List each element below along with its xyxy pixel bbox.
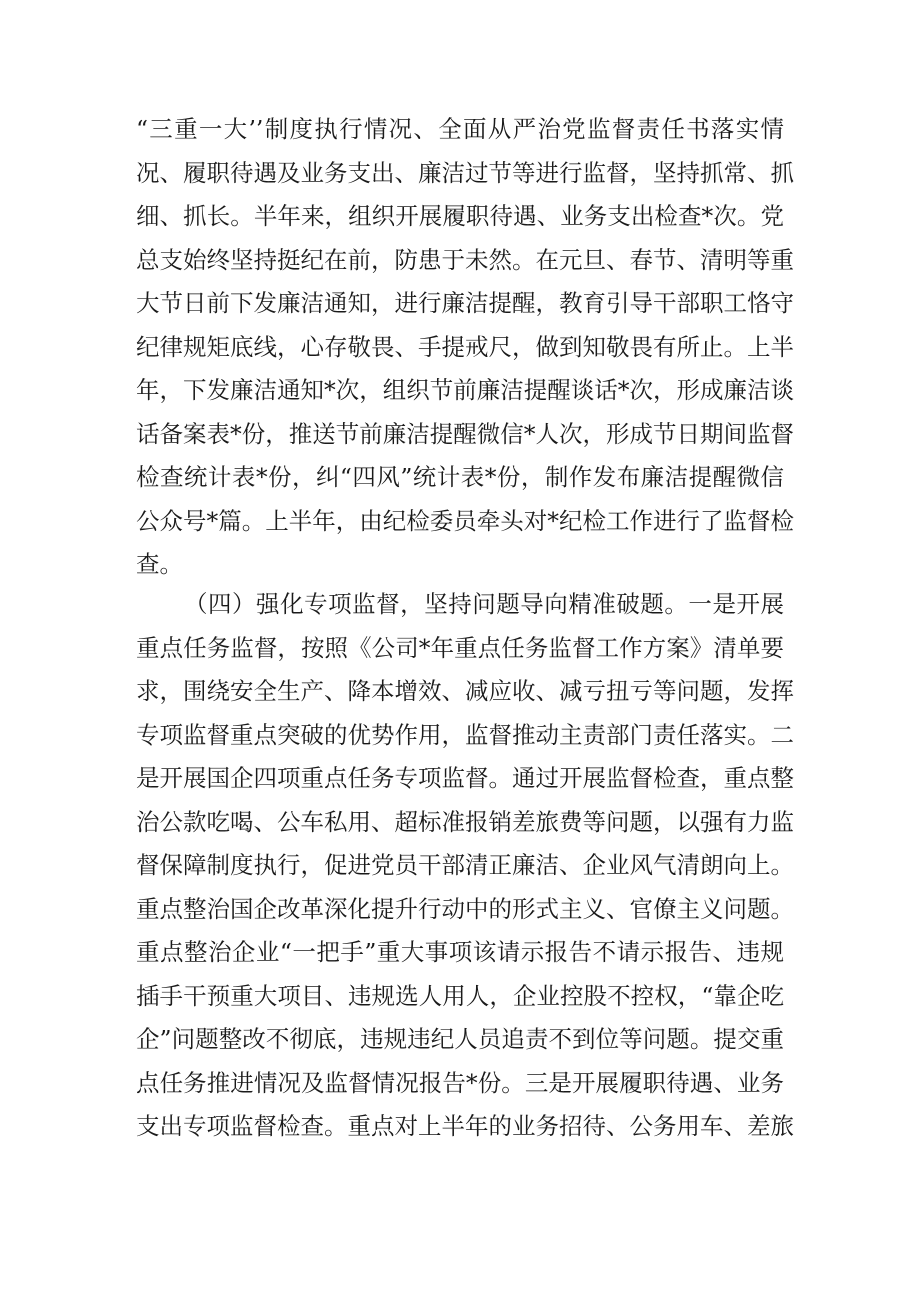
text-line: 大节日前下发廉洁通知，进行廉洁提醒，教育引导干部职工恪守 — [136, 289, 794, 317]
text-line: 点任务推进情况及监督情况报告*份。三是开展履职待遇、业务 — [136, 1068, 784, 1097]
text-line: 重点整治企业“一把手”重大事项该请示报告不请示报告、违规 — [136, 938, 784, 966]
text-line: 查。 — [136, 550, 183, 578]
text-line: 求，围绕安全生产、降本增效、减应收、减亏扭亏等问题，发挥 — [136, 677, 794, 705]
text-line: 细、抓长。半年来，组织开展履职待遇、业务支出检查*次。党 — [136, 202, 784, 230]
text-line: 重点任务监督，按照《公司*年重点任务监督工作方案》清单要 — [136, 633, 784, 662]
text-line: 总支始终坚持挺纪在前，防患于未然。在元旦、春节、清明等重 — [136, 245, 794, 274]
text-line: 况、履职待遇及业务支出、廉洁过节等进行监督，坚持抓常、抓 — [136, 158, 794, 187]
text-line: 重点整治国企改革深化提升行动中的形式主义、官僚主义问题。 — [136, 894, 794, 923]
text-line: “三重一大’’制度执行情况、全面从严治党监督责任书落实情 — [136, 115, 784, 143]
text-line: 督保障制度执行，促进党员干部清正廉洁、企业风气清朗向上。 — [136, 851, 794, 879]
paragraph-special-supervision — [136, 583, 794, 1149]
section-heading-line: （四）强化专项监督，坚持问题导向精准破题。一是开展 — [184, 590, 784, 618]
text-line: 支出专项监督检查。重点对上半年的业务招待、公务用车、差旅 — [136, 1112, 794, 1140]
text-line: 专项监督重点突破的优势作用，监督推动主责部门责任落实。二 — [136, 720, 794, 749]
text-line: 检查统计表*份，纠“四风”统计表*份，制作发布廉洁提醒微信 — [136, 463, 784, 491]
text-line: 公众号*篇。上半年，由纪检委员牵头对*纪检工作进行了监督检 — [136, 506, 794, 535]
text-line: 治公款吃喝、公车私用、超标准报销差旅费等问题，以强有力监 — [136, 807, 794, 836]
text-line: 话备案表*份，推送节前廉洁提醒微信*人次，形成节日期间监督 — [136, 419, 794, 448]
text-line: 插手干预重大项目、违规选人用人，企业控股不控权，“靠企吃 — [136, 981, 784, 1010]
paragraph-supervision-summary — [136, 108, 794, 587]
text-line: 是开展国企四项重点任务专项监督。通过开展监督检查，重点整 — [136, 764, 794, 792]
text-line: 纪律规矩底线，心存敬畏、手提戒尺，做到知敬畏有所止。上半 — [136, 332, 794, 361]
text-line: 企”问题整改不彻底，违规违纪人员追责不到位等问题。提交重 — [136, 1025, 784, 1053]
text-line: 年，下发廉洁通知*次，组织节前廉洁提醒谈话*次，形成廉洁谈 — [136, 376, 794, 404]
